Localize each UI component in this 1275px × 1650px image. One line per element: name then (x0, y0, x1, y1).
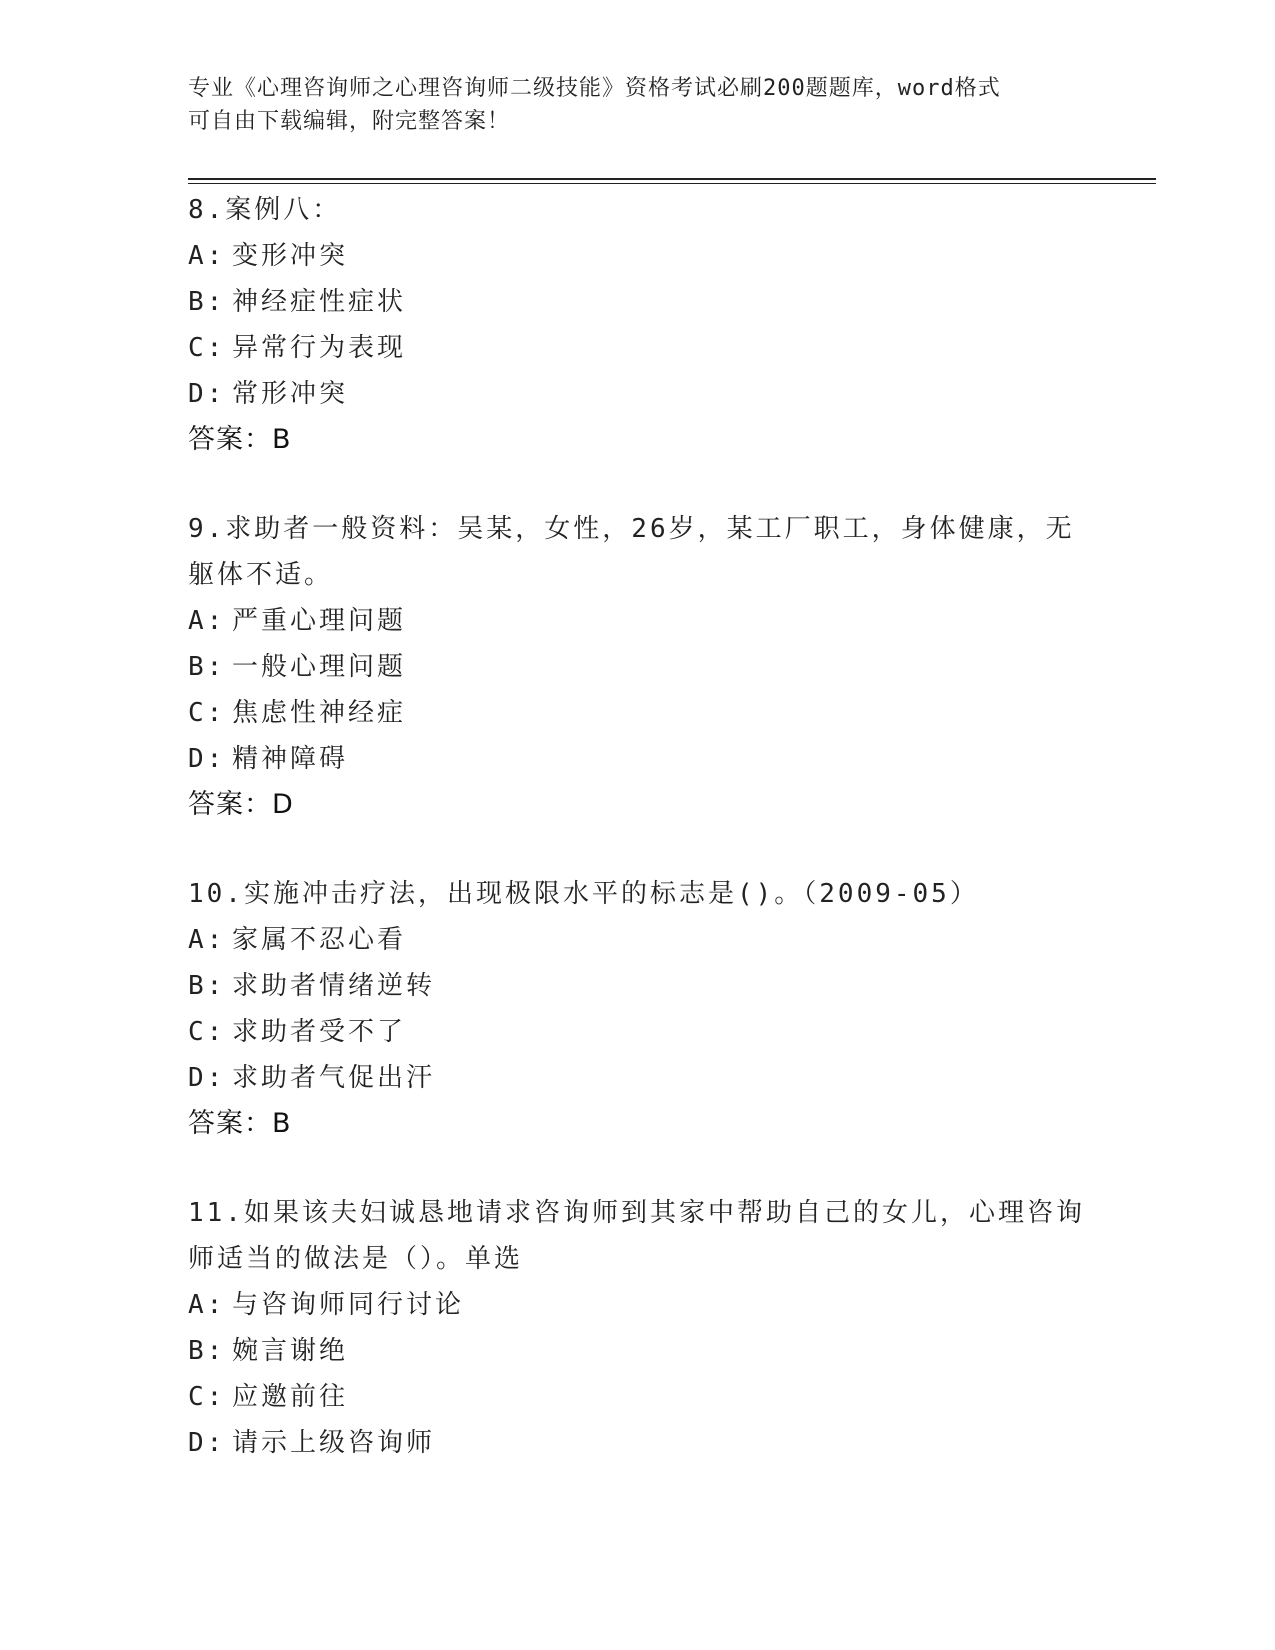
answer-line: 答案：B (188, 1108, 292, 1139)
option-text: 焦虑性神经症 (232, 698, 407, 728)
question-item (188, 1190, 1088, 1466)
option-text: 家属不忍心看 (232, 925, 407, 955)
option-letter: C: (188, 698, 226, 728)
option-text: 常形冲突 (232, 379, 349, 409)
option-b (188, 279, 1088, 325)
option-letter: A: (188, 606, 226, 636)
option-letter: B: (188, 652, 226, 682)
question-text: 8.案例八： (188, 195, 342, 225)
question-list (188, 187, 1088, 1509)
option-letter: B: (188, 971, 226, 1001)
option-d (188, 1420, 1088, 1466)
option-c (188, 325, 1088, 371)
option-text: 严重心理问题 (232, 606, 407, 636)
question-text: 10.实施冲击疗法，出现极限水平的标志是()。（2009-05） (188, 879, 979, 909)
option-text: 神经症性症状 (232, 287, 407, 317)
header-divider-thick (188, 178, 1156, 180)
question-text-continued: 躯体不适。 (188, 560, 334, 590)
option-text: 求助者情绪逆转 (232, 971, 436, 1001)
option-letter: C: (188, 333, 226, 363)
question-item (188, 871, 1088, 1147)
option-text: 婉言谢绝 (232, 1336, 349, 1366)
header-line-2: 可自由下载编辑，附完整答案！ (188, 109, 511, 134)
option-text: 与咨询师同行讨论 (232, 1290, 465, 1320)
option-text: 应邀前往 (232, 1382, 349, 1412)
question-item (188, 506, 1088, 828)
option-d (188, 736, 1088, 782)
option-text: 请示上级咨询师 (232, 1428, 436, 1458)
option-text: 求助者气促出汗 (232, 1063, 436, 1093)
option-text: 异常行为表现 (232, 333, 407, 363)
question-text-continued: 师适当的做法是（）。单选 (188, 1244, 524, 1274)
option-text: 一般心理问题 (232, 652, 407, 682)
option-letter: D: (188, 744, 226, 774)
option-a (188, 598, 1088, 644)
option-a (188, 1282, 1088, 1328)
option-letter: D: (188, 1063, 226, 1093)
option-d (188, 371, 1088, 417)
option-text: 精神障碍 (232, 744, 349, 774)
option-b (188, 963, 1088, 1009)
document-header (188, 72, 1068, 138)
option-a (188, 233, 1088, 279)
option-letter: B: (188, 287, 226, 317)
option-letter: C: (188, 1382, 226, 1412)
option-b (188, 644, 1088, 690)
option-text: 求助者受不了 (232, 1017, 407, 1047)
option-d (188, 1055, 1088, 1101)
question-text: 9.求助者一般资料：吴某，女性，26岁，某工厂职工，身体健康，无 (188, 514, 1075, 544)
option-c (188, 690, 1088, 736)
option-c (188, 1374, 1088, 1420)
option-text: 变形冲突 (232, 241, 349, 271)
header-divider-thin (188, 183, 1156, 184)
option-c (188, 1009, 1088, 1055)
option-letter: D: (188, 1428, 226, 1458)
option-letter: A: (188, 241, 226, 271)
header-line-1: 专业《心理咨询师之心理咨询师二级技能》资格考试必刷200题题库，word格式 (188, 76, 1001, 101)
answer-line: 答案：B (188, 424, 292, 455)
question-text: 11.如果该夫妇诚恳地请求咨询师到其家中帮助自己的女儿，心理咨询 (188, 1198, 1085, 1228)
answer-line: 答案：D (188, 789, 294, 820)
option-a (188, 917, 1088, 963)
option-letter: A: (188, 1290, 226, 1320)
option-letter: A: (188, 925, 226, 955)
option-letter: B: (188, 1336, 226, 1366)
question-item (188, 187, 1088, 463)
option-letter: C: (188, 1017, 226, 1047)
option-b (188, 1328, 1088, 1374)
option-letter: D: (188, 379, 226, 409)
